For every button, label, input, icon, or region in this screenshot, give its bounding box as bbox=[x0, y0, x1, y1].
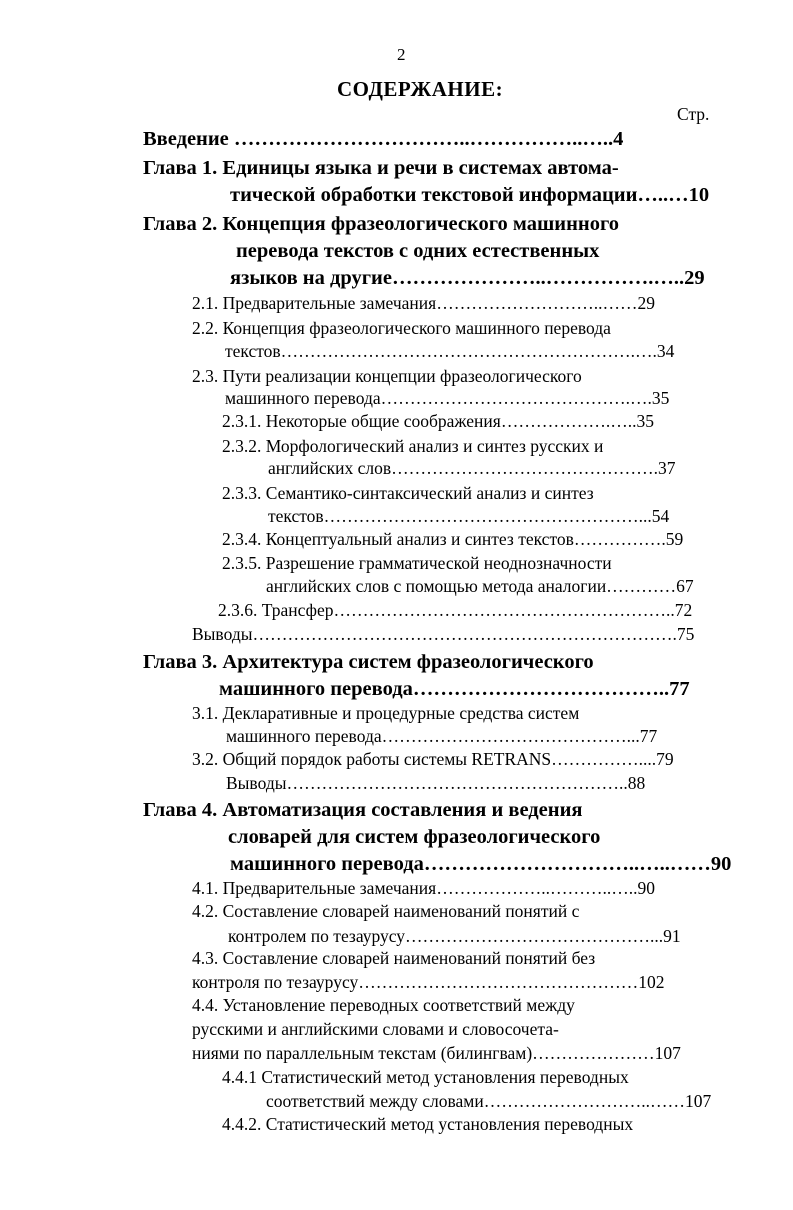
toc-section-4-1: 4.1. Предварительные замечания………………..………..…..90 bbox=[192, 878, 655, 898]
toc-section-2-3-4: 2.3.4. Концептуальный анализ и синтез текстов…………….59 bbox=[222, 529, 684, 549]
toc-conclusions-2: Выводы……………………………………………………………….75 bbox=[192, 624, 695, 644]
toc-chapter-4-line-1: Глава 4. Автоматизация составления и ведения bbox=[143, 799, 583, 821]
toc-chapter-2-line-3: языков на другие…………………..…………….…..29 bbox=[230, 267, 705, 289]
toc-section-2-3-line-2: машинного перевода…………………………………….….35 bbox=[225, 388, 670, 408]
toc-conclusions-3: Выводы…………………………………………………..88 bbox=[226, 773, 646, 793]
toc-chapter-2-line-1: Глава 2. Концепция фразеологического машинного bbox=[143, 213, 620, 235]
toc-section-2-3-3-line-1: 2.3.3. Семантико-синтаксический анализ и синтез bbox=[222, 483, 594, 503]
toc-section-3-1-line-2: машинного перевода……………………………………...77 bbox=[226, 726, 658, 746]
toc-section-2-2-line-2: текстов…………………………………………………….….34 bbox=[225, 341, 675, 361]
toc-section-3-2: 3.2. Общий порядок работы системы RETRANS……………....79 bbox=[192, 749, 674, 769]
toc-section-2-3-3-line-2: текстов………………………………………………...54 bbox=[268, 506, 670, 526]
toc-section-4-4-line-2: русскими и английскими словами и словосочета- bbox=[192, 1019, 559, 1039]
toc-section-3-1-line-1: 3.1. Декларативные и процедурные средства систем bbox=[192, 703, 580, 723]
toc-section-4-4-line-3: ниями по параллельным текстам (билингвам)…………………107 bbox=[192, 1043, 681, 1063]
toc-section-2-3-5-line-1: 2.3.5. Разрешение грамматической неоднозначности bbox=[222, 553, 612, 573]
toc-chapter-4-line-2: словарей для систем фразеологического bbox=[228, 826, 601, 848]
toc-section-2-3-5-line-2: английских слов с помощью метода аналогии…………67 bbox=[266, 576, 694, 596]
page-number: 2 bbox=[397, 45, 406, 64]
toc-section-4-3-line-2: контроля по тезаурусу…………………………………………102 bbox=[192, 972, 665, 992]
toc-section-4-4-1-line-1: 4.4.1 Статистический метод установления переводных bbox=[222, 1067, 629, 1087]
toc-section-4-2-line-2: контролем по тезаурусу……………………………………...91 bbox=[228, 926, 681, 946]
toc-section-2-3-line-1: 2.3. Пути реализации концепции фразеологического bbox=[192, 366, 582, 386]
toc-section-4-4-2-line-1: 4.4.2. Статистический метод установления переводных bbox=[222, 1114, 634, 1134]
toc-intro: Введение ……………………………..……………..…..4 bbox=[143, 128, 624, 150]
toc-chapter-4-line-3: машинного перевода…………………………..…..……90 bbox=[230, 853, 732, 875]
toc-chapter-3-line-2: машинного перевода………………………………..77 bbox=[219, 678, 690, 700]
toc-section-4-2-line-1: 4.2. Составление словарей наименований понятий с bbox=[192, 901, 580, 921]
page-column-label: Стр. bbox=[677, 104, 710, 124]
toc-section-2-3-6: 2.3.6. Трансфер…………………………………………………..72 bbox=[218, 600, 693, 620]
toc-chapter-2-line-2: перевода текстов с одних естественных bbox=[236, 240, 600, 262]
toc-section-2-3-2-line-1: 2.3.2. Морфологический анализ и синтез русских и bbox=[222, 436, 604, 456]
toc-section-4-4-line-1: 4.4. Установление переводных соответствий между bbox=[192, 995, 575, 1015]
toc-section-2-3-2-line-2: английских слов……………………………………….37 bbox=[268, 458, 676, 478]
toc-chapter-1-line-2: тической обработки текстовой информации…..…10 bbox=[230, 184, 710, 206]
toc-section-2-3-1: 2.3.1. Некоторые общие соображения……………….…..35 bbox=[222, 411, 654, 431]
toc-chapter-3-line-1: Глава 3. Архитектура систем фразеологического bbox=[143, 651, 594, 673]
toc-section-4-4-1-line-2: соответствий между словами………………………..……107 bbox=[266, 1091, 712, 1111]
toc-section-2-2-line-1: 2.2. Концепция фразеологического машинного перевода bbox=[192, 318, 611, 338]
toc-section-2-1: 2.1. Предварительные замечания………………………..……29 bbox=[192, 293, 655, 313]
toc-chapter-1-line-1: Глава 1. Единицы языка и речи в системах автома- bbox=[143, 157, 619, 179]
page-title: СОДЕРЖАНИЕ: bbox=[337, 77, 504, 101]
toc-section-4-3-line-1: 4.3. Составление словарей наименований понятий без bbox=[192, 948, 596, 968]
